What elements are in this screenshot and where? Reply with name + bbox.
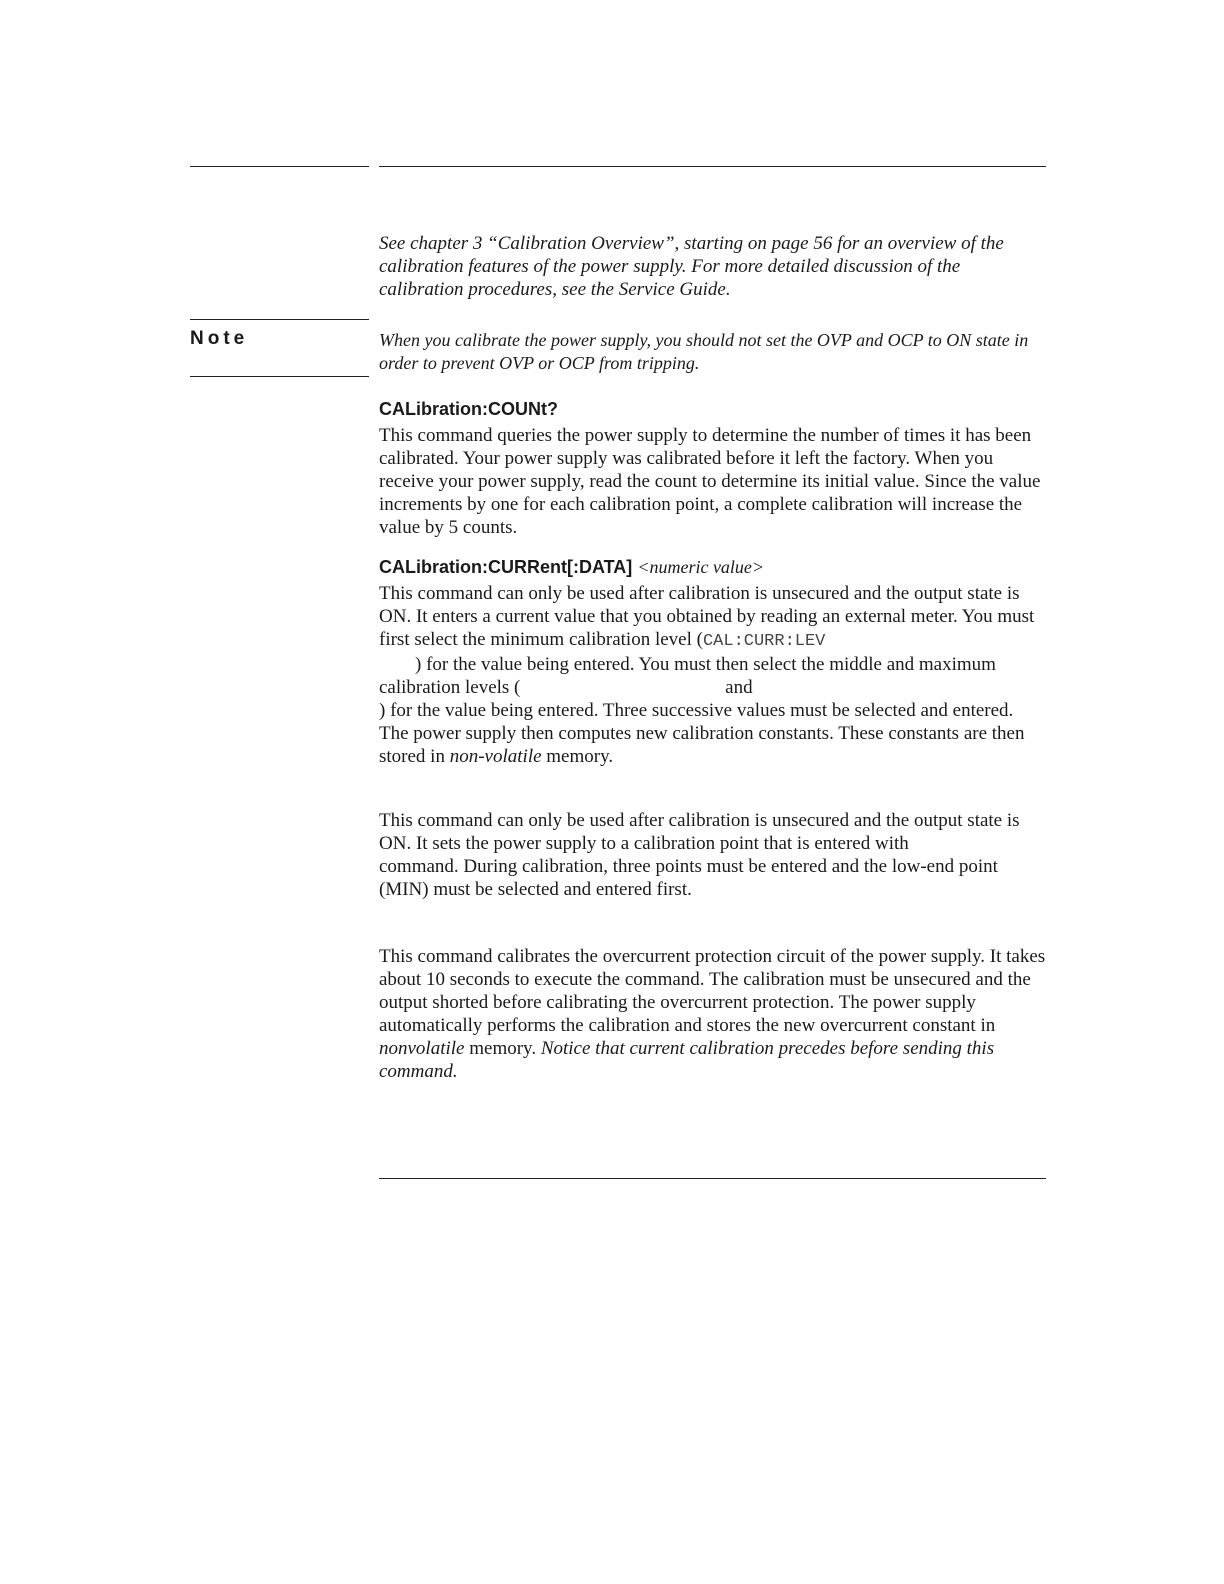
curr-data-command-name: CALibration:CURRent[:DATA] bbox=[379, 557, 633, 577]
curr-data-code-1: CAL:CURR:LEV bbox=[702, 632, 826, 651]
curr-data-text-3: and bbox=[725, 677, 753, 698]
curr-data-command-description bbox=[379, 582, 1047, 768]
ocp-command-section bbox=[379, 945, 1047, 1083]
curr-data-text-2: ) for the value being entered. You must then select the middle and maximum calibration levels ( bbox=[379, 654, 996, 698]
note-label: Note bbox=[190, 328, 249, 349]
intro-paragraph: See chapter 3 “Calibration Overview”, starting on page 56 for an overview of the calibration features of the power supply. For more detailed discussion of the calibration procedures, see the Service Guide. bbox=[379, 233, 1004, 300]
ocp-text-1: This command calibrates the overcurrent protection circuit of the power supply. It takes about 10 seconds to execute the command. The calibration must be unsecured and the output shorted before calibrating the overcurrent protection. The power supply automatically performs the calibration and stores the new overcurrent constant in bbox=[379, 946, 1046, 1036]
note-rule-bottom bbox=[190, 376, 369, 377]
ocp-text-3: memory. bbox=[469, 1038, 537, 1059]
curr-level-command-description bbox=[379, 809, 1047, 901]
ocp-text-4: Notice that current calibration precedes before sending this command. bbox=[379, 1038, 995, 1082]
header-rule-right bbox=[379, 166, 1046, 167]
count-command-heading: CALibration:COUNt? bbox=[379, 399, 558, 419]
curr-level-text-2: command. During calibration, three points must be entered and the low-end point (MIN) must be selected and entered first. bbox=[379, 856, 998, 900]
curr-data-text-5: non-volatile bbox=[449, 746, 542, 767]
curr-data-text-1: This command can only be used after calibration is unsecured and the output state is ON. It enters a current value that you obtained by reading an external meter. You must first select the minimum calibration level ( bbox=[379, 583, 1035, 650]
note-rule-top bbox=[190, 319, 369, 320]
curr-level-command-section bbox=[379, 809, 1047, 901]
count-command-section bbox=[379, 398, 1047, 539]
note-text: When you calibrate the power supply, you should not set the OVP and OCP to ON state in order to prevent OVP or OCP from tripping. bbox=[379, 330, 1029, 373]
ocp-command-description bbox=[379, 945, 1047, 1083]
header-rule-left bbox=[190, 166, 369, 167]
curr-data-command-heading bbox=[379, 556, 1047, 579]
curr-level-text-1: This command can only be used after calibration is unsecured and the output state is ON. It sets the power supply to a calibration point that is entered with bbox=[379, 810, 1020, 854]
ocp-text-2: nonvolatile bbox=[379, 1038, 465, 1059]
curr-data-command-param: <numeric value> bbox=[637, 557, 765, 577]
curr-data-text-4: ) for the value being entered. Three successive values must be selected and entered. The power supply then computes new calibration constants. These constants are then stored in bbox=[379, 700, 1025, 767]
footer-rule bbox=[379, 1178, 1046, 1179]
curr-data-command-section bbox=[379, 556, 1047, 768]
curr-data-text-6: memory. bbox=[546, 746, 614, 767]
count-command-description: This command queries the power supply to determine the number of times it has been calibrated. Your power supply was calibrated before it left the factory. When you receive your power supply, read the count to determine its initial value. Since the value increments by one for each calibration point, a complete calibration will increase the value by 5 counts. bbox=[379, 425, 1041, 538]
